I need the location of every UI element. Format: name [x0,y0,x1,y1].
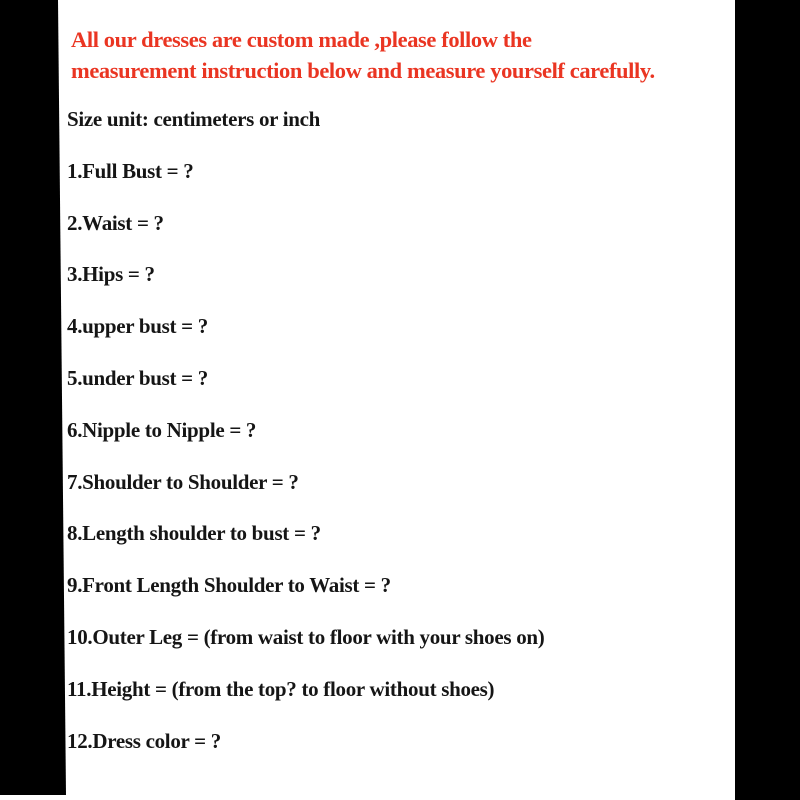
size-unit-line: Size unit: centimeters or inch [67,107,321,131]
measurement-line-5: 5.under bust = ? [67,365,208,390]
measurement-line-12: 12.Dress color = ? [67,728,221,753]
measurement-line-1: 1.Full Bust = ? [67,158,194,183]
measurement-line-7: 7.Shoulder to Shoulder = ? [67,469,299,494]
measurement-line-8: 8.Length shoulder to bust = ? [67,521,321,546]
measurement-line-4: 4.upper bust = ? [67,314,208,339]
notice-line-2: measurement instruction below and measure yourself carefully. [71,57,655,83]
left-black-border [0,0,66,795]
measurement-list [67,106,737,779]
custom-made-notice [71,25,741,86]
measurement-line-9: 9.Front Length Shoulder to Waist = ? [67,573,391,598]
measurement-line-10: 10.Outer Leg = (from waist to floor with your shoes on) [67,624,545,649]
measurement-line-3: 3.Hips = ? [67,262,155,287]
measurement-line-11: 11.Height = (from the top? to floor without shoes) [67,676,495,701]
notice-line-1: All our dresses are custom made ,please follow the [71,27,532,52]
right-black-border [735,0,800,800]
measurement-line-6: 6.Nipple to Nipple = ? [67,417,257,442]
measurement-line-2: 2.Waist = ? [67,210,164,235]
